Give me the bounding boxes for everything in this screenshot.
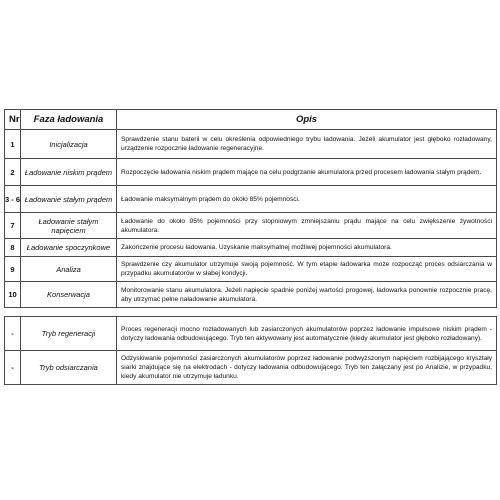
mode-name: Tryb odsiarczania bbox=[21, 351, 117, 385]
header-nr: Nr bbox=[5, 110, 21, 130]
table-header-row bbox=[5, 110, 497, 130]
charging-phases-table bbox=[4, 109, 497, 308]
phase-name: Ładowanie spoczynkowe bbox=[21, 239, 117, 257]
mode-number: - bbox=[5, 317, 21, 351]
mode-number: - bbox=[5, 351, 21, 385]
phase-number: 10 bbox=[5, 282, 21, 308]
table-row bbox=[5, 159, 497, 186]
mode-description: Odzyskiwanie pojemności zasiarczonych akumulatorów poprzez ładowanie podwyższonym napięciem rozbijającego kryształy siarki znajdujące się na elektrodach - dotyczy ładowania odbudowującego. Tryb ten załączany jest po Analizie, w przypadku, kiedy akumulator nie utrzymuje ładunku. bbox=[117, 351, 497, 385]
phase-description: Ładowanie maksymalnym prądem do około 85% pojemności. bbox=[117, 186, 497, 213]
table-row bbox=[5, 351, 497, 385]
phase-description: Rozpoczęcie ładowania niskim prądem mające na celu podgrzanie akumulatora przed procesem ładowania stałym prądem. bbox=[117, 159, 497, 186]
phase-number: 9 bbox=[5, 257, 21, 282]
phase-number: 8 bbox=[5, 239, 21, 257]
table-row bbox=[5, 317, 497, 351]
charging-modes-table bbox=[4, 316, 497, 385]
phase-description: Sprawdzenie czy akumulator utrzymuje swoją pojemność. W tym etapie ładowarka może rozpocząć proces odsiarczania w przypadku akumulatorów w słabej kondycji. bbox=[117, 257, 497, 282]
phase-name: Inicjalizacja bbox=[21, 130, 117, 159]
table-row bbox=[5, 257, 497, 282]
phase-number: 3 - 6 bbox=[5, 186, 21, 213]
phase-description: Zakończenie procesu ładowania. Uzyskanie maksymalnej możliwej pojemności akumulatora. bbox=[117, 239, 497, 257]
phase-name: Konserwacja bbox=[21, 282, 117, 308]
table-row bbox=[5, 239, 497, 257]
table-row bbox=[5, 186, 497, 213]
header-phase: Faza ładowania bbox=[21, 110, 117, 130]
phase-name: Ładowanie stałym napięciem bbox=[21, 213, 117, 239]
table-row bbox=[5, 130, 497, 159]
mode-name: Tryb regeneracji bbox=[21, 317, 117, 351]
mode-description: Proces regeneracji mocno rozładowanych lub zasiarczonych akumulatorów poprzez ładowanie impulsowe niskim prądem - dotyczy ładowania odbudowującego. Tryb ten aktywowany jest automatycznie (kiedy akumulator jest głęboko rozładowany). bbox=[117, 317, 497, 351]
table-row bbox=[5, 282, 497, 308]
phase-number: 1 bbox=[5, 130, 21, 159]
header-description: Opis bbox=[117, 110, 497, 130]
phase-number: 7 bbox=[5, 213, 21, 239]
phase-name: Ładowanie stałym prądem bbox=[21, 186, 117, 213]
phase-description: Sprawdzenie stanu baterii w celu określenia odpowiedniego trybu ładowania. Jeżeli akumulator jest głęboko rozładowany, urządzenie rozpocznie ładowanie regeneracyjne. bbox=[117, 130, 497, 159]
table-row bbox=[5, 213, 497, 239]
phase-description: Monitorowanie stanu akumulatora. Jeżeli napięcie spadnie poniżej wartości progowej, ładowarka ponownie rozpocznie pracę, aby utrzymać pełne naładowanie akumulatora. bbox=[117, 282, 497, 308]
phase-description: Ładowanie do około 95% pojemności przy stopniowym zmniejszaniu prądu mające na celu zwiększenie żywotności akumulatora. bbox=[117, 213, 497, 239]
phase-name: Analiza bbox=[21, 257, 117, 282]
phase-name: Ładowanie niskim prądem bbox=[21, 159, 117, 186]
phase-number: 2 bbox=[5, 159, 21, 186]
